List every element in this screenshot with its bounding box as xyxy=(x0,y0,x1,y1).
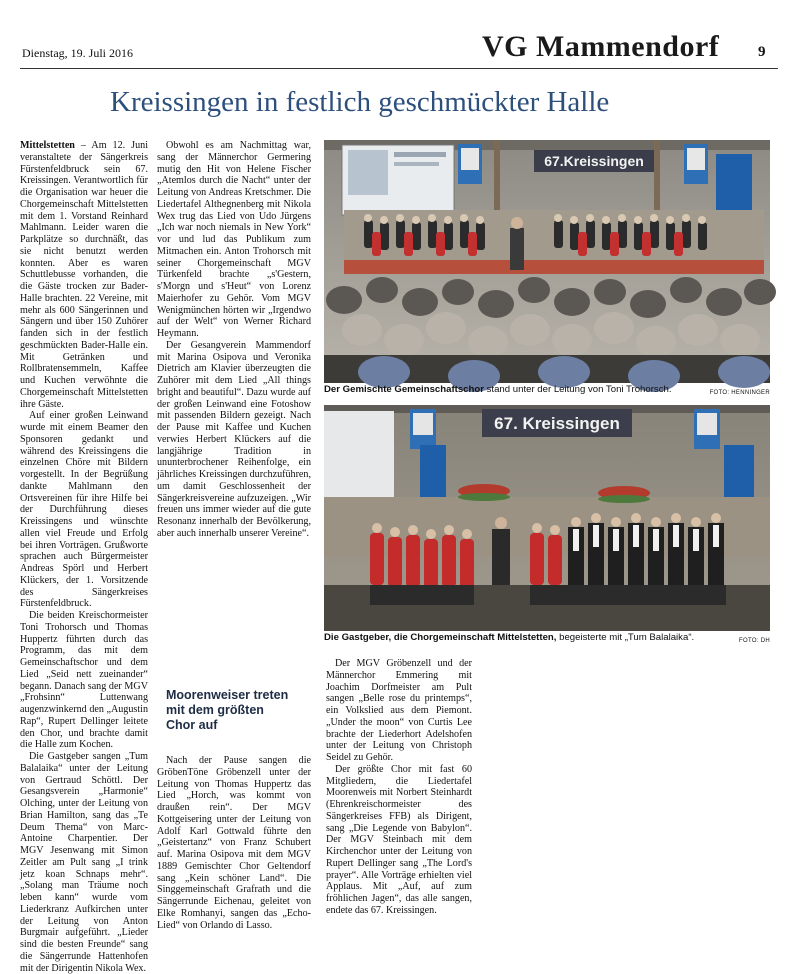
paragraph-5: Obwohl es am Nachmittag war, sang der Männerchor Germering mutig den Hit von Helene Fischer „Atemlos durch die Nacht“ unter der Leitung von Andreas Kretschmer. Die Liedertafel Althegnenberg mit Nikola Wex trug das Lied von Udo Jürgens „Ich war noch niemals in New York“ vor und lud das Publikum zum Mitmachen ein. Anton Trohorsch mit seiner Chorgemeinschaft MGV Türkenfeld brachte „s'Gestern, s'Morgn und s'Heut“ von Lorenz Maierhofer zu Gehör. Vom MGV Wenigmünchen hörten wir „Irgendwo auf der Welt“ von Werner Richard Heymann. xyxy=(157,140,311,339)
header-rule xyxy=(20,68,778,69)
article-headline: Kreissingen in festlich geschmückter Halle xyxy=(110,86,610,118)
paragraph-3: Die beiden Kreischormeister Toni Trohorsch und Thomas Huppertz führten durch das Programm, das mit dem Gemeinschaftschor und dem Lied „Seid nett zueinander“ begann. Danach sang der MGV „Frohsinn“ Luttenwang augenzwinkernd den „Augustin Rap“, Rupert Dellinger leitete den Chor, und brachte damit die Halle zum Kochen. xyxy=(20,610,148,751)
choir-photo-1 xyxy=(324,140,770,383)
dateline: Mittelstetten xyxy=(20,140,75,151)
paragraph-4: Die Gastgeber sangen „Tum Balalaika“ unter der Leitung von Gertraud Schöttl. Der Gesangsverein „Harmonie“ Olching, unter der Leitung von Brian Hamilton, sang das „Te Deum Thema“ von Marc-Antoine Charpentier. Der MGV Jesenwang mit Simon Zeitler am Pult sang „I trink jetz koan Schnaps mehr“. „Solang man Träume noch leben kann“ wurde vom Liederkranz Aufkirchen unter der Leitung von Anton Burgmair aufgeführt. „Lieder sind die besten Freunde“ sang die Sängerrunde Hattenhofen mit der Dirigentin Nikola Wex. xyxy=(20,751,148,974)
photo-caption-1: Der Gemischte Gemeinschaftschor stand unter der Leitung von Toni Trohorsch. FOTO: HENNINGER xyxy=(324,384,770,396)
choir-photo-2 xyxy=(324,405,770,631)
stage-banner-2: 67. Kreissingen xyxy=(494,414,620,433)
stage-banner: 67.Kreissingen xyxy=(544,153,644,169)
article-column-2b xyxy=(157,755,311,949)
photo-caption-2: Die Gastgeber, die Chorgemeinschaft Mittelstetten, begeisterte mit „Tum Balalaika“. FOTO: DH xyxy=(324,632,770,644)
page-date: Dienstag, 19. Juli 2016 xyxy=(22,46,133,60)
article-column-1 xyxy=(20,140,148,974)
photo-credit-1: FOTO: HENNINGER xyxy=(709,390,770,396)
paragraph-7: Nach der Pause sangen die GröbenTöne Gröbenzell unter der Leitung von Thomas Huppertz das Lied „Horch, was kommt von draußen rein“. Der MGV Kottgeisering unter der Leitung von Adolf Karl Gottwald führte den „Geistertanz“ von Franz Schubert auf. Marina Osipova mit dem MGV 1889 Gemischter Chor Geltendorf sang „Kein schöner Land“. Die Singgemeinschaft Grafrath und die Sängerrunde Eichenau, geleitet von Elke Romhanyi, sangen das „Echo-Lied“ von Orlando di Lasso. xyxy=(157,755,311,931)
paragraph-8: Der MGV Gröbenzell und der Männerchor Emmering mit Joachim Dorfmeister am Pult sangen „Belle rose du printemps“, ein Volkslied aus dem Piemont. „Under the moon“ von Curtis Lee brachte der Liederhort Adelshofen unter der Leitung von Christoph Seidel zu Gehör. xyxy=(326,658,472,763)
photo-credit-2: FOTO: DH xyxy=(739,638,770,644)
article-column-3 xyxy=(326,658,472,950)
paragraph-1: Mittelstetten – Am 12. Juni veranstaltete der Sängerkreis Fürstenfeldbruck sein 67. Kreissingen. Verantwortlich für die Organisation war heuer die Chorgemeinschaft Mittelstetten mit dem 1. Vorstand Reinhard Mahlmann. Leider waren die Parkplätze so durchnäßt, das sie nicht benutzt werden konnten. Aber es waren Schuttlebusse vorhanden, die die Gäste trocken zur Bader-Halle brachten. 22 Vereine, mit mehr als 600 Sängerinnen und Sängern und über 150 Zuhörer fanden sich in der festlich geschmückten Bader-Halle ein. Mit Getränken und Rollbratensemmeln, Kaffee und Kuchen verwöhnte die Chorgemeinschaft Mittelstetten ihre Gäste. xyxy=(20,140,148,410)
section-title: VG Mammendorf xyxy=(482,30,720,63)
paragraph-6: Der Gesangverein Mammendorf mit Marina Osipova und Veronika Dietrich am Klavier überzeugten die Zuhörer mit dem Lied „All things bright and beautiful“. Dazu wurde auf der großen Leinwand eine Fotoshow mit passenden Bildern gezeigt. Nach der Pause mit Kaffee und Kuchen verwies Herbert Klückers auf die langjährige Tradition in ununterbrochener Reihenfolge, ein jährliches Kreissingen durchzuführen, um damit Geschlossenheit der Sängerkreisvereine aufzuzeigen. „Wir freuen uns immer wieder auf die gute Resonanz innerhalb der Bevölkerung, aber auch innerhalb unserer Vereine“. xyxy=(157,339,311,539)
article-column-2 xyxy=(157,140,311,680)
subheadline: Moorenweiser treten mit dem größten Chor auf xyxy=(166,688,289,732)
paragraph-9: Der größte Chor mit fast 60 Mitgliedern, die Liedertafel Moorenweis mit Norbert Steinhardt (Ehrenkreischormeister des Sängerkreises FFB) als Dirigent, sang „Die Legende von Babylon“. Der MGV Steinbach mit dem Kirchenchor unter der Leitung von Rupert Dellinger sang „The Lord's prayer“. Alle Vorträge erhielten viel Applaus. Mit „Auf, auf zum fröhlichen Jagen“, das alle sangen, endete das 67. Kreissingen. xyxy=(326,763,472,916)
paragraph-2: Auf einer großen Leinwand wurde mit einem Beamer den Sponsoren gedankt und während des Kreissingens die einzelnen Chöre mit Bildern vorgestellt. In der Begrüßung dankte Mahlmann den Ortsvereinen für ihre Hilfe bei der Durchführung dieses Kreissingens und wünschte allen viel Freude und Erfolg bei ihren Vorträgen. Grußworte sprachen auch Bürgermeister Andreas Spörl und Herbert Klückers, der 1. Vorsitzende des Sängerkreises Fürstenfeldbruck. xyxy=(20,410,148,610)
page-number: 9 xyxy=(758,44,766,60)
